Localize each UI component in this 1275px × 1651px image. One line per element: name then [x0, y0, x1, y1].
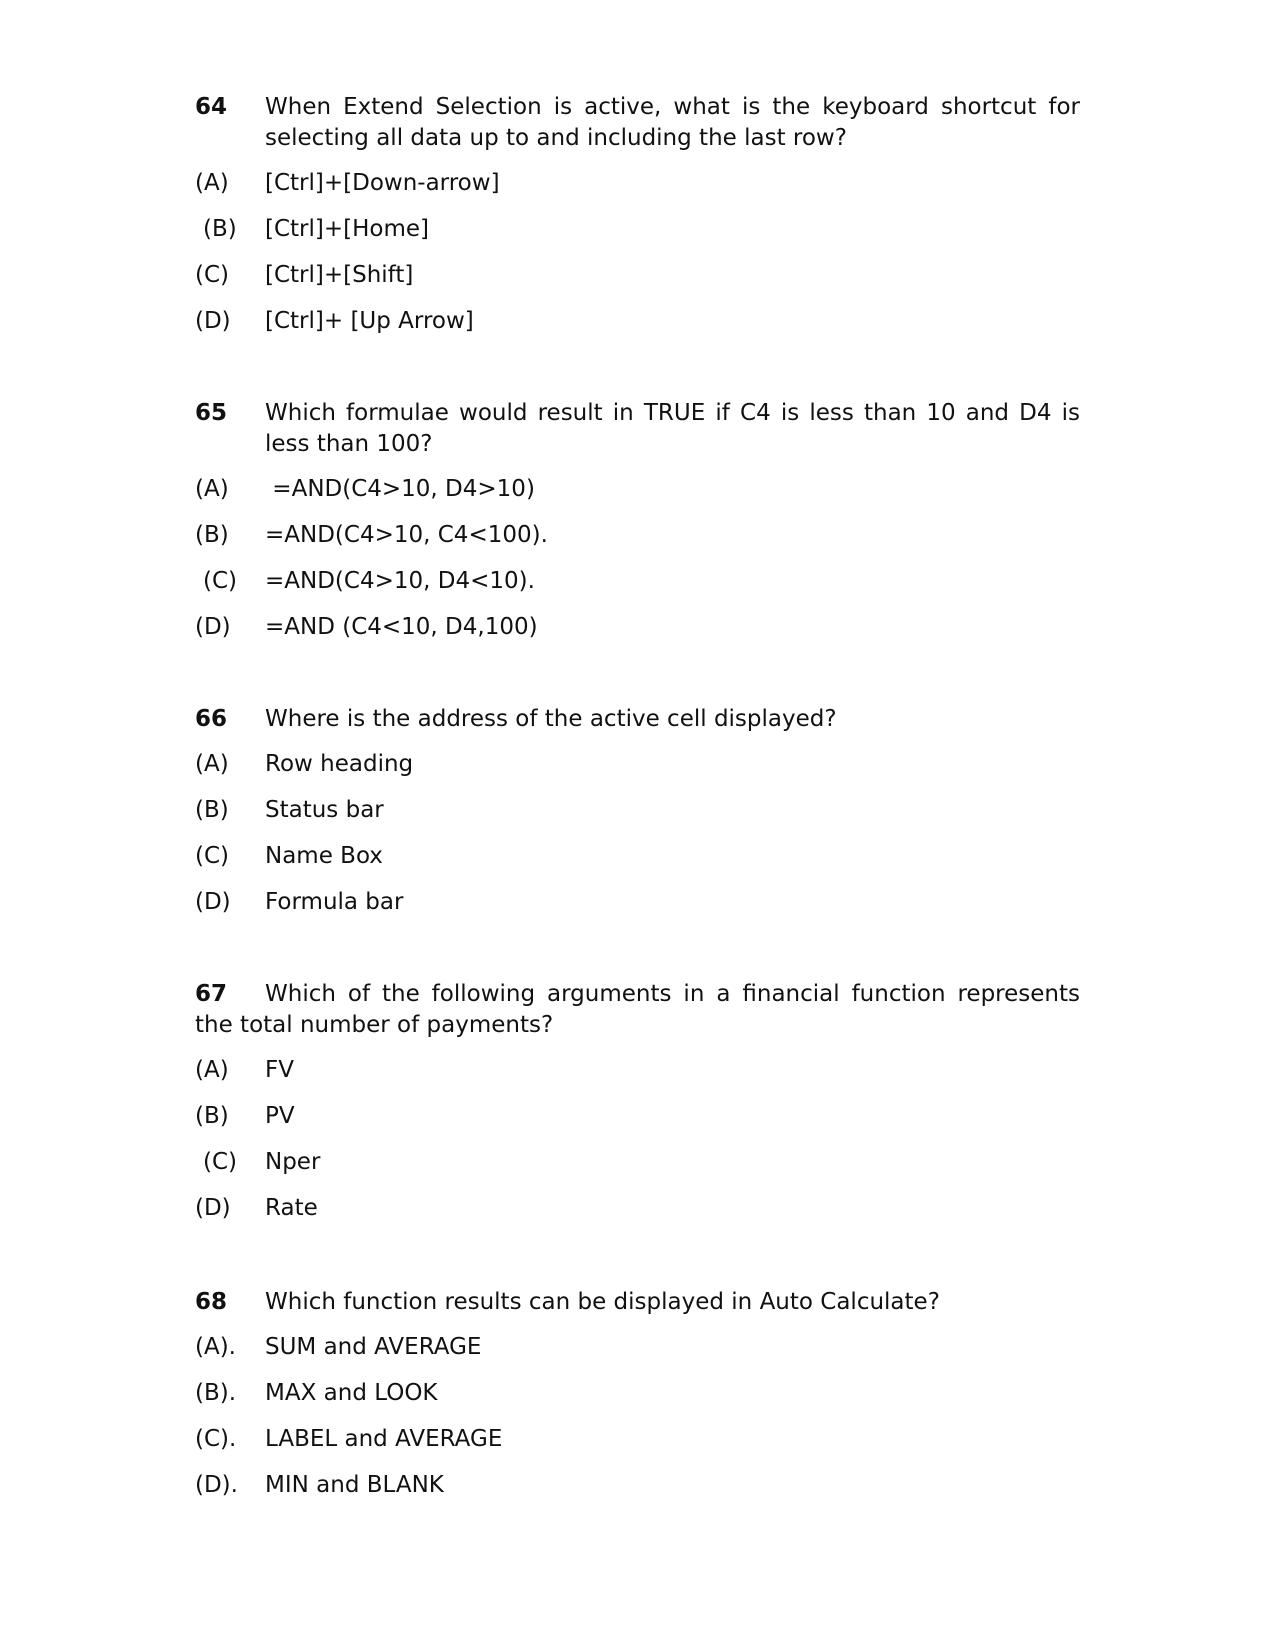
- option-d[interactable]: [195, 1193, 1080, 1239]
- option-a[interactable]: [195, 749, 1080, 795]
- option-text: FV: [265, 1057, 294, 1083]
- question-65: [195, 398, 1080, 658]
- option-b[interactable]: [195, 1378, 1080, 1424]
- question-number: 64: [195, 94, 228, 120]
- question-66: [195, 704, 1080, 933]
- question-header: [195, 704, 1080, 735]
- options-list: [195, 749, 1080, 933]
- question-header: [195, 1287, 1080, 1318]
- question-67: [195, 979, 1080, 1239]
- option-label: (C): [195, 262, 230, 288]
- question-header: [195, 979, 1080, 1041]
- option-text: PV: [265, 1103, 295, 1129]
- option-label: (B): [195, 797, 229, 823]
- option-c[interactable]: [195, 1147, 1080, 1193]
- option-label: (A).: [195, 1334, 236, 1360]
- option-a[interactable]: [195, 1332, 1080, 1378]
- option-label: (C): [203, 568, 238, 594]
- option-text: Nper: [265, 1149, 321, 1175]
- option-text: [Ctrl]+[Home]: [265, 216, 430, 242]
- question-text: Which formulae would result in TRUE if C4 is less than 10 and D4 is less than 100?: [265, 400, 1080, 457]
- option-c[interactable]: [195, 841, 1080, 887]
- question-text: Where is the address of the active cell displayed?: [265, 706, 837, 732]
- option-label: (B): [195, 1103, 229, 1129]
- option-text: Status bar: [265, 797, 384, 823]
- option-c[interactable]: [195, 1424, 1080, 1470]
- question-64: [195, 92, 1080, 352]
- option-text: =AND(C4>10, D4<10).: [265, 568, 535, 594]
- option-b[interactable]: [195, 795, 1080, 841]
- option-d[interactable]: [195, 1470, 1080, 1516]
- option-label: (B): [195, 522, 229, 548]
- question-number: 65: [195, 400, 228, 426]
- question-68: [195, 1287, 1080, 1516]
- option-label: (C): [195, 843, 230, 869]
- option-label: (D): [195, 614, 231, 640]
- options-list: [195, 474, 1080, 658]
- question-header: [195, 398, 1080, 460]
- option-label: (A): [195, 1057, 229, 1083]
- option-b[interactable]: [195, 520, 1080, 566]
- question-number: 66: [195, 706, 228, 732]
- question-number: 68: [195, 1289, 228, 1315]
- option-text: =AND(C4>10, D4>10): [265, 476, 535, 502]
- option-text: [Ctrl]+ [Up Arrow]: [265, 308, 474, 334]
- option-text: MIN and BLANK: [265, 1472, 444, 1498]
- option-b[interactable]: [195, 1101, 1080, 1147]
- option-text: Formula bar: [265, 889, 404, 915]
- option-d[interactable]: [195, 306, 1080, 352]
- option-label: (D): [195, 889, 231, 915]
- option-text: =AND(C4>10, C4<100).: [265, 522, 548, 548]
- option-text: [Ctrl]+[Down-arrow]: [265, 170, 500, 196]
- option-a[interactable]: [195, 474, 1080, 520]
- option-text: [Ctrl]+[Shift]: [265, 262, 414, 288]
- option-label: (D).: [195, 1472, 238, 1498]
- option-c[interactable]: [195, 566, 1080, 612]
- option-c[interactable]: [195, 260, 1080, 306]
- option-label: (B): [203, 216, 237, 242]
- question-number: 67: [195, 981, 228, 1007]
- option-a[interactable]: [195, 1055, 1080, 1101]
- option-label: (A): [195, 751, 229, 777]
- question-text: Which of the following arguments in a financial function represents the total number of payments?: [195, 981, 1080, 1038]
- option-label: (D): [195, 308, 231, 334]
- option-text: MAX and LOOK: [265, 1380, 438, 1406]
- options-list: [195, 168, 1080, 352]
- option-label: (D): [195, 1195, 231, 1221]
- option-text: =AND (C4<10, D4,100): [265, 614, 538, 640]
- option-text: Row heading: [265, 751, 414, 777]
- option-label: (B).: [195, 1380, 237, 1406]
- question-text: Which function results can be displayed in Auto Calculate?: [265, 1289, 940, 1315]
- option-d[interactable]: [195, 887, 1080, 933]
- question-header: [195, 92, 1080, 154]
- options-list: [195, 1055, 1080, 1239]
- option-text: SUM and AVERAGE: [265, 1334, 482, 1360]
- option-a[interactable]: [195, 168, 1080, 214]
- option-text: Name Box: [265, 843, 383, 869]
- options-list: [195, 1332, 1080, 1516]
- option-label: (C): [203, 1149, 238, 1175]
- option-label: (A): [195, 476, 229, 502]
- option-text: LABEL and AVERAGE: [265, 1426, 503, 1452]
- option-d[interactable]: [195, 612, 1080, 658]
- option-label: (C).: [195, 1426, 237, 1452]
- option-label: (A): [195, 170, 229, 196]
- option-text: Rate: [265, 1195, 318, 1221]
- option-b[interactable]: [195, 214, 1080, 260]
- question-text: When Extend Selection is active, what is the keyboard shortcut for selecting all data up to and including the last row?: [265, 94, 1080, 151]
